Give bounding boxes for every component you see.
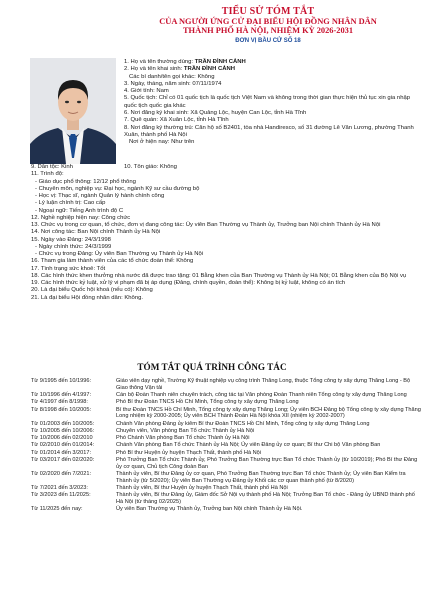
common-name-value: TRẦN ĐÌNH CẢNH xyxy=(194,59,246,65)
career-entry xyxy=(31,485,421,492)
career-entry-description: Thành ủy viên, Bí thư Đảng ủy cơ quan, Phó Trưởng Ban Thường trực Ban Tổ chức Thành ủy; Ủy viên Ban Kiểm tra Thành ủy (từ 5/2020); Ủy viên Ban Thường vụ Đảng ủy Khối các cơ quan thành phố (từ 8/2020) xyxy=(116,471,406,484)
state-awards: 18. Các hình thức khen thưởng nhà nước đã được trao tặng: 01 Bằng khen của Ban Thường vụ Thành ủy Hà Nội; 01 Bằng khen của Bộ Nội vụ xyxy=(31,272,407,279)
career-entry-description: Bí thư Đoàn TNCS Hồ Chí Minh, Tổng công ty xây dựng Thăng Long; Ủy viên BCH Đảng bộ Tổng công ty xây dựng Thăng Long nhiệm kỳ 2000-2005; Ủy viên BCH Thành Đoàn Hà Nội khóa XII (nhiệm kỳ 2002-2007) xyxy=(116,406,421,420)
peoples-council-membership: 21. Là đại biểu Hội đồng nhân dân: Không. xyxy=(31,294,144,301)
career-entry-description: Thành ủy viên, Bí thư Huyện ủy huyện Thạch Thất, thành phố Hà Nội xyxy=(116,485,288,492)
career-entry-period: Từ 8/1998 đến 10/2005: xyxy=(31,406,92,413)
career-entry xyxy=(31,428,421,435)
career-entry-description: Chánh Văn phòng Đảng ủy kiêm Bí thư Đoàn TNCS Hồ Chí Minh, Tổng công ty xây dựng Thăng Long xyxy=(116,420,370,427)
birth-name-value: TRẦN ĐÌNH CẢNH xyxy=(183,66,235,73)
career-entry-period: Từ 02/2020 đến 7/2021: xyxy=(31,471,92,478)
career-entry-description: Thành ủy viên, Bí thư Đảng ủy, Giám đốc Sở Nội vụ thành phố Hà Nội; Trưởng Ban Tổ chức - Đảng ủy UBND thành phố Hà Nội (từ tháng 02/2025) xyxy=(116,492,415,506)
education-heading: 11. Trình độ: xyxy=(31,171,64,178)
career-entry xyxy=(31,506,421,513)
info-line-date-of-birth: 3. Ngày, tháng, năm sinh: 07/11/1974 xyxy=(124,80,222,87)
document-subtitle-line-2: THÀNH PHỐ HÀ NỘI, NHIỆM KỲ 2026-2031 xyxy=(182,26,354,36)
health-status: 17. Tình trạng sức khoẻ: Tốt xyxy=(31,265,106,272)
career-entry xyxy=(31,442,421,449)
career-entry-period: Từ 9/1995 đến 10/1996: xyxy=(31,378,92,384)
career-history-list xyxy=(31,378,421,514)
personal-info-block xyxy=(124,59,420,147)
info-line-hometown: 7. Quê quán: Xã Xuân Lộc, tỉnh Hà Tĩnh xyxy=(124,117,229,124)
info-line-current-residence: Nơi ở hiện nay: Như trên xyxy=(129,139,195,146)
career-entry-description: Cán bộ Đoàn Thanh niên chuyên trách, công tác tại Văn phòng Đoàn Thanh niên Tổng công ty xây dựng Thăng Long xyxy=(116,392,407,398)
education-degree: - Học vị: Thạc sĩ, ngành Quản lý hành chính công xyxy=(35,193,165,199)
career-entry-description: Chánh Văn phòng Ban Tổ chức Thành ủy Hà Nội; Ủy viên Đảng ủy cơ quan; Bí thư Chi bộ Văn phòng Ban xyxy=(116,442,381,449)
ethnicity: 9. Dân tộc: Kinh xyxy=(31,164,73,170)
education-political-theory: - Lý luận chính trị: Cao cấp xyxy=(35,200,106,207)
ethnicity-religion-row xyxy=(31,164,421,171)
career-entry-period: Từ 01/2014 đến 3/2017: xyxy=(31,449,92,456)
career-entry xyxy=(31,407,421,420)
career-entry-period: Từ 7/2021 đến 3/2023: xyxy=(31,485,88,492)
info-line-nationality: 5. Quốc tịch: Chỉ có 01 quốc tịch là quốc tịch Việt Nam và không trong thời gian thực hiện thủ tục xin gia nhập quốc tịch quốc gia khác xyxy=(124,95,411,109)
candidate-portrait-photo xyxy=(30,58,116,164)
career-entry xyxy=(31,457,421,470)
education-general: - Giáo dục phổ thông: 12/12 phổ thông xyxy=(35,178,136,185)
career-entry-description: Phó Trưởng Ban Tổ chức Thành ủy, Phó Trưởng Ban Thường trực Ban Tổ chức Thành ủy (từ 10/2019); Phó Bí thư Đảng ủy cơ quan, Chủ tịch Công đoàn Ban xyxy=(116,457,418,470)
career-entry xyxy=(31,471,421,484)
career-entry xyxy=(31,378,421,391)
career-entry-period: Từ 11/2025 đến nay: xyxy=(31,506,83,513)
info-line-common-name: 1. Họ và tên thường dùng: TRẦN ĐÌNH CẢNH xyxy=(124,59,246,65)
document-header xyxy=(118,6,418,46)
career-entry-description: Chuyên viên, Văn phòng Ban Tổ chức Thành ủy Hà Nội xyxy=(116,427,255,434)
career-entry xyxy=(31,435,421,442)
info-line-gender: 4. Giới tính: Nam xyxy=(124,88,169,95)
career-entry-period: Từ 10/2006 đến 02/2010 xyxy=(31,435,93,442)
document-title: TIỂU SỬ TÓM TẮT xyxy=(221,6,315,17)
career-entry-description: Phó Bí thư Huyện ủy huyện Thạch Thất, thành phố Hà Nội xyxy=(116,449,262,456)
party-position: - Chức vụ trong Đảng: Ủy viên Ban Thường vụ Thành ủy Hà Nội xyxy=(35,251,204,257)
portrait-illustration xyxy=(30,58,116,164)
career-entry-description: Phó Chánh Văn phòng Ban Tổ chức Thành ủy Hà Nội xyxy=(116,435,250,442)
career-entry xyxy=(31,492,421,505)
career-entry-description: Ủy viên Ban Thường vụ Thành ủy, Trưởng ban Nội chính Thành ủy Hà Nội. xyxy=(116,506,303,513)
national-assembly-membership: 20. Là đại biểu Quốc hội khoá (nếu có): Không xyxy=(31,287,153,294)
career-entry-description: Giáo viên dạy nghề, Trường Kỹ thuật nghiệp vụ công trình Thăng Long, thuộc Tổng công ty xây dựng Thăng Long - Bộ Giao thông Vận tải xyxy=(116,378,411,391)
current-occupation: 12. Nghề nghiệp hiện nay: Công chức xyxy=(31,214,131,221)
career-entry-period: Từ 10/2005 đến 10/2006: xyxy=(31,427,95,434)
info-line-aliases: Các bí danh/tên gọi khác: Không xyxy=(129,73,215,80)
career-entry-description: Phó Bí thư Đoàn TNCS Hồ Chí Minh, Tổng công ty xây dựng Thăng Long xyxy=(116,399,299,406)
details-block xyxy=(31,164,421,302)
education-professional: - Chuyên môn, nghiệp vụ: Đại học, ngành Kỹ sư cầu đường bộ xyxy=(35,185,200,192)
document-subtitle-line-1: CỦA NGƯỜI ỨNG CỬ ĐẠI BIỂU HỘI ĐỒNG NHÂN DÂN xyxy=(159,17,377,26)
education-foreign-language: - Ngoại ngữ: Tiếng Anh trình độ C xyxy=(35,207,124,214)
career-entry-period: Từ 02/2010 đến 01/2014: xyxy=(31,442,95,449)
party-official-date: - Ngày chính thức: 24/3/1999 xyxy=(35,243,112,250)
career-entry xyxy=(31,399,421,406)
career-entry-period: Từ 03/2017 đến 02/2020: xyxy=(31,457,95,464)
electoral-unit: ĐƠN VỊ BẦU CỬ SỐ 18 xyxy=(235,37,301,44)
party-admission-date: 15. Ngày vào Đảng: 24/3/1998 xyxy=(31,236,111,243)
career-entry xyxy=(31,421,421,428)
disciplinary-record: 19. Các hình thức kỷ luật, xử lý vi phạm đã bị áp dụng (Đảng, chính quyền, đoàn thể): Không bị kỷ luật, không có án tích xyxy=(31,280,346,286)
career-entry-period: Từ 3/2023 đến 11/2025: xyxy=(31,492,91,499)
workplace: 14. Nơi công tác: Ban Nội chính Thành ủy Hà Nội xyxy=(31,229,161,236)
career-entry xyxy=(31,450,421,457)
career-entry xyxy=(31,392,421,399)
career-entry-period: Từ 4/1997 đến 8/1998: xyxy=(31,399,88,406)
info-line-birth-registration: 6. Nơi đăng ký khai sinh: Xã Quảng Lộc, huyện Can Lộc, tỉnh Hà Tĩnh xyxy=(124,110,307,117)
religion: 10. Tôn giáo: Không xyxy=(124,164,177,170)
career-summary-title: TÓM TẮT QUÁ TRÌNH CÔNG TÁC xyxy=(137,362,287,372)
current-position: 13. Chức vụ trong cơ quan, tổ chức, đơn vị đang công tác: Ủy viên Ban Thường vụ Thành ủy, Trưởng ban Nội chính Thành ủy Hà Nội xyxy=(31,222,381,228)
organization-membership: 16. Tham gia làm thành viên của các tổ chức đoàn thể: Không xyxy=(31,258,194,265)
career-entry-period: Từ 10/1996 đến 4/1997: xyxy=(31,392,92,398)
info-line-birth-name: 2. Họ và tên khai sinh: TRẦN ĐÌNH CẢNH xyxy=(124,66,235,73)
career-entry-period: Từ 01/2003 đến 10/2005: xyxy=(31,420,95,427)
info-line-permanent-residence: 8. Nơi đăng ký thường trú: Căn hộ số B2401, tòa nhà Handiresco, số 31 đường Lê Văn Lương, phường Thanh Xuân, thành phố Hà Nội xyxy=(124,124,414,138)
